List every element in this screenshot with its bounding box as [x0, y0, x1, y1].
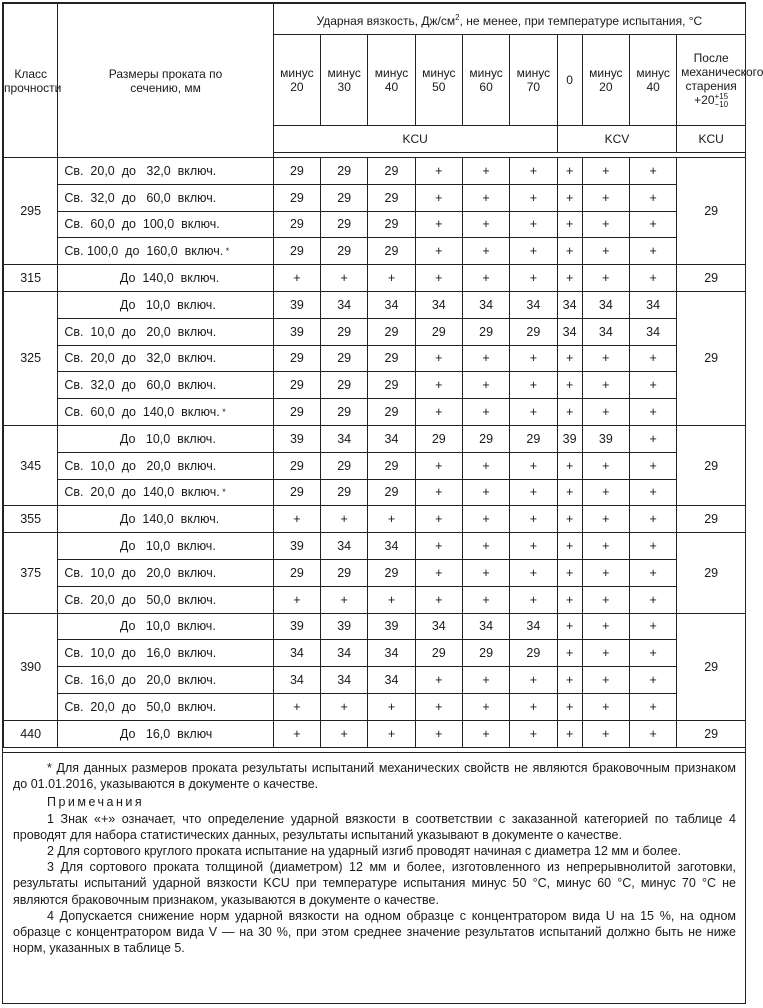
impact-value-cell: 29	[321, 559, 368, 586]
note-1: 1 Знак «+» означает, что определение ударной вязкости в соответствии с заказанной категорией по таблице 4 проводят для набора статистических данных, результаты испытаний указывают в документе о качестве.	[13, 811, 736, 842]
impact-value-cell: +	[510, 211, 557, 238]
temp-kcu-header: минус 40	[368, 35, 415, 126]
impact-value-cell: 29	[368, 372, 415, 399]
impact-value-cell: +	[415, 693, 462, 720]
size-range-cell: До 10,0 включ.	[58, 533, 273, 560]
impact-value-cell: 29	[462, 425, 509, 452]
impact-value-cell: +	[582, 533, 629, 560]
impact-value-cell: +	[462, 452, 509, 479]
impact-value-cell: +	[557, 613, 582, 640]
impact-value-cell: 29	[273, 238, 320, 265]
impact-value-cell: +	[415, 184, 462, 211]
impact-value-cell: 34	[462, 613, 509, 640]
strength-class-cell: 390	[4, 613, 58, 720]
temp-kcu-header: минус 60	[462, 35, 509, 126]
temp-kcv-zero-header: 0	[557, 35, 582, 126]
impact-value-cell: +	[415, 372, 462, 399]
impact-value-cell: +	[510, 479, 557, 506]
table-row	[4, 559, 746, 586]
impact-value-cell: +	[557, 533, 582, 560]
impact-value-cell: +	[510, 693, 557, 720]
impact-value-cell: 39	[273, 291, 320, 318]
temp-kcu-header: минус 20	[273, 35, 320, 126]
impact-value-cell: +	[629, 693, 676, 720]
impact-value-cell: +	[582, 345, 629, 372]
impact-value-cell: +	[273, 265, 320, 292]
impact-value-cell: +	[462, 667, 509, 694]
impact-value-cell: +	[415, 452, 462, 479]
impact-value-cell: +	[582, 613, 629, 640]
impact-value-cell: +	[582, 399, 629, 426]
table-row	[4, 372, 746, 399]
aging-header: После механического старения +20+15 −10	[677, 35, 746, 126]
impact-value-cell: +	[582, 479, 629, 506]
impact-value-cell: +	[557, 506, 582, 533]
impact-value-cell: 29	[321, 158, 368, 185]
impact-value-cell: +	[462, 399, 509, 426]
size-range-cell: До 10,0 включ.	[58, 425, 273, 452]
impact-value-cell: 34	[462, 291, 509, 318]
aged-kcu-cell: 29	[677, 158, 746, 265]
size-range-cell: Св. 60,0 до 100,0 включ.	[58, 211, 273, 238]
impact-value-cell: 39	[273, 533, 320, 560]
impact-value-cell: +	[557, 184, 582, 211]
impact-value-cell: 34	[368, 640, 415, 667]
impact-value-cell: 29	[321, 184, 368, 211]
impact-value-cell: +	[415, 586, 462, 613]
size-range-cell: Св. 20,0 до 50,0 включ.	[58, 693, 273, 720]
size-range-cell: Св. 60,0 до 140,0 включ. *	[58, 399, 273, 426]
impact-value-cell: +	[557, 559, 582, 586]
impact-value-cell: 29	[321, 211, 368, 238]
impact-value-cell: +	[510, 238, 557, 265]
impact-value-cell: 34	[368, 667, 415, 694]
impact-value-cell: +	[368, 586, 415, 613]
impact-value-cell: +	[462, 559, 509, 586]
kcu-aged-header: KCU	[677, 126, 746, 153]
table-row	[4, 184, 746, 211]
note-3: 3 Для сортового проката толщиной (диаметром) 12 мм и более, изготовленного из непрерывнолитой заготовки, результаты испытаний ударной вязкости KCU при температуре испытания минус 50 °С, минус 60 °С, минус 70 °С не являются браковочным признаком, указываются в документе о качестве.	[13, 860, 736, 907]
impact-value-cell: 29	[462, 640, 509, 667]
aged-kcu-cell: 29	[677, 265, 746, 292]
impact-value-cell: +	[273, 693, 320, 720]
impact-value-cell: +	[462, 158, 509, 185]
impact-value-cell: 29	[368, 345, 415, 372]
impact-value-cell: 34	[321, 667, 368, 694]
impact-value-cell: +	[557, 211, 582, 238]
impact-value-cell: 29	[415, 425, 462, 452]
impact-value-cell: +	[462, 345, 509, 372]
table-row	[4, 345, 746, 372]
impact-value-cell: +	[629, 613, 676, 640]
impact-value-cell: 29	[321, 318, 368, 345]
impact-value-cell: +	[582, 693, 629, 720]
table-row	[4, 452, 746, 479]
impact-value-cell: 39	[368, 613, 415, 640]
table-row	[4, 506, 746, 533]
impact-value-cell: 29	[462, 318, 509, 345]
impact-value-cell: +	[510, 586, 557, 613]
impact-value-cell: 34	[415, 613, 462, 640]
impact-value-cell: +	[629, 586, 676, 613]
impact-value-cell: 34	[321, 291, 368, 318]
impact-value-cell: 34	[321, 640, 368, 667]
size-range-cell: Св. 16,0 до 20,0 включ.	[58, 667, 273, 694]
impact-value-cell: +	[557, 667, 582, 694]
impact-value-cell: +	[557, 720, 582, 747]
impact-value-cell: 29	[368, 559, 415, 586]
temp-kcv-header: минус 40	[629, 35, 676, 126]
impact-value-cell: 29	[321, 345, 368, 372]
impact-value-cell: 29	[368, 158, 415, 185]
strength-class-cell: 375	[4, 533, 58, 613]
impact-value-cell: +	[510, 720, 557, 747]
strength-class-cell: 355	[4, 506, 58, 533]
note-2: 2 Для сортового круглого проката испытание на ударный изгиб проводят начиная с диаметра 12 мм и более.	[47, 844, 682, 859]
impact-value-cell: 29	[273, 399, 320, 426]
impact-value-cell: 29	[368, 452, 415, 479]
impact-value-cell: 29	[321, 399, 368, 426]
impact-value-cell: +	[629, 425, 676, 452]
impact-value-cell: 39	[321, 613, 368, 640]
table-row	[4, 399, 746, 426]
impact-value-cell: +	[368, 265, 415, 292]
impact-value-cell: +	[462, 211, 509, 238]
impact-value-cell: +	[273, 586, 320, 613]
standard-table-page	[2, 2, 763, 1004]
table-row	[4, 265, 746, 292]
impact-value-cell: +	[415, 265, 462, 292]
impact-value-cell: +	[629, 184, 676, 211]
impact-value-cell: 34	[273, 667, 320, 694]
impact-value-cell: +	[582, 586, 629, 613]
impact-value-cell: 39	[582, 425, 629, 452]
impact-value-cell: 34	[321, 533, 368, 560]
impact-value-cell: 29	[273, 345, 320, 372]
impact-value-cell: +	[582, 640, 629, 667]
notes-section	[3, 752, 746, 956]
table-row	[4, 720, 746, 747]
table-row	[4, 667, 746, 694]
strength-class-cell: 325	[4, 291, 58, 425]
aged-kcu-cell: 29	[677, 425, 746, 505]
impact-value-cell: +	[629, 265, 676, 292]
impact-value-cell: +	[629, 720, 676, 747]
impact-value-cell: 29	[368, 479, 415, 506]
impact-value-cell: +	[557, 640, 582, 667]
impact-value-cell: +	[557, 345, 582, 372]
table-row	[4, 425, 746, 452]
impact-value-cell: +	[557, 238, 582, 265]
size-range-cell: До 16,0 включ	[58, 720, 273, 747]
impact-value-cell: +	[510, 265, 557, 292]
impact-value-cell: +	[629, 640, 676, 667]
impact-value-cell: +	[415, 211, 462, 238]
size-range-cell: Св. 10,0 до 20,0 включ.	[58, 559, 273, 586]
impact-value-cell: +	[629, 667, 676, 694]
impact-value-cell: 29	[321, 372, 368, 399]
impact-value-cell: +	[629, 452, 676, 479]
impact-value-cell: +	[462, 265, 509, 292]
impact-value-cell: +	[557, 452, 582, 479]
size-range-cell: Св. 10,0 до 20,0 включ.	[58, 318, 273, 345]
impact-value-cell: +	[273, 720, 320, 747]
impact-value-cell: 29	[273, 372, 320, 399]
impact-value-cell: +	[557, 158, 582, 185]
impact-value-cell: 34	[273, 640, 320, 667]
aged-kcu-cell: 29	[677, 613, 746, 720]
impact-value-cell: 39	[273, 425, 320, 452]
impact-value-cell: 34	[629, 291, 676, 318]
impact-value-cell: +	[582, 184, 629, 211]
impact-value-cell: 34	[510, 613, 557, 640]
table-row	[4, 533, 746, 560]
impact-value-cell: 34	[582, 291, 629, 318]
impact-value-cell: +	[462, 586, 509, 613]
impact-value-cell: +	[462, 479, 509, 506]
size-range-cell: До 140,0 включ.	[58, 265, 273, 292]
impact-value-cell: +	[510, 533, 557, 560]
impact-value-cell: 34	[557, 318, 582, 345]
impact-value-cell: +	[582, 667, 629, 694]
impact-strength-table	[3, 3, 763, 748]
impact-value-cell: 34	[510, 291, 557, 318]
impact-value-cell: +	[629, 479, 676, 506]
impact-value-cell: 29	[273, 184, 320, 211]
impact-value-cell: 29	[321, 452, 368, 479]
impact-value-cell: +	[415, 345, 462, 372]
size-range-cell: Св. 100,0 до 160,0 включ. *	[58, 238, 273, 265]
table-row	[4, 640, 746, 667]
footnote-marker: *	[219, 487, 226, 498]
size-header: Размеры проката по сечению, мм	[58, 4, 273, 158]
impact-value-cell: 39	[557, 425, 582, 452]
impact-value-cell: 39	[273, 613, 320, 640]
impact-value-cell: +	[629, 211, 676, 238]
footnote: * Для данных размеров проката результаты испытаний механических свойств не являются браковочным признаком до 01.01.2016, указываются в документе о качестве.	[13, 761, 736, 792]
impact-value-cell: +	[462, 238, 509, 265]
impact-value-cell: 29	[273, 559, 320, 586]
impact-value-cell: +	[415, 667, 462, 694]
impact-value-cell: 29	[321, 479, 368, 506]
impact-value-cell: +	[415, 238, 462, 265]
impact-value-cell: +	[415, 506, 462, 533]
impact-value-cell: 29	[510, 318, 557, 345]
impact-value-cell: +	[582, 238, 629, 265]
impact-value-cell: +	[415, 559, 462, 586]
table-row	[4, 613, 746, 640]
footnote-marker: *	[223, 246, 230, 257]
table-row	[4, 693, 746, 720]
impact-value-cell: +	[629, 158, 676, 185]
kcv-header: KCV	[557, 126, 677, 153]
impact-value-cell: 29	[273, 479, 320, 506]
size-range-cell: Св. 10,0 до 20,0 включ.	[58, 452, 273, 479]
table-row	[4, 158, 746, 185]
table-row	[4, 291, 746, 318]
aged-kcu-cell: 29	[677, 533, 746, 613]
impact-value-cell: 34	[415, 291, 462, 318]
impact-value-cell: 29	[368, 211, 415, 238]
impact-value-cell: 34	[321, 425, 368, 452]
impact-value-cell: +	[462, 533, 509, 560]
strength-class-cell: 315	[4, 265, 58, 292]
impact-value-cell: +	[629, 372, 676, 399]
impact-value-cell: 29	[368, 184, 415, 211]
impact-value-cell: +	[462, 372, 509, 399]
impact-value-cell: +	[321, 720, 368, 747]
impact-value-cell: +	[557, 372, 582, 399]
impact-value-cell: +	[273, 506, 320, 533]
impact-value-cell: +	[582, 452, 629, 479]
impact-value-cell: +	[510, 158, 557, 185]
size-range-cell: Св. 20,0 до 32,0 включ.	[58, 158, 273, 185]
size-range-cell: Св. 20,0 до 140,0 включ. *	[58, 479, 273, 506]
impact-value-cell: +	[462, 506, 509, 533]
strength-class-cell: 345	[4, 425, 58, 505]
impact-value-cell: +	[557, 399, 582, 426]
aged-kcu-cell: 29	[677, 720, 746, 747]
impact-value-cell: 29	[368, 399, 415, 426]
impact-value-cell: +	[582, 211, 629, 238]
aged-kcu-cell: 29	[677, 291, 746, 425]
impact-value-cell: 29	[321, 238, 368, 265]
impact-title-header: Ударная вязкость, $Дж/см^2$, не менее, при температуре испытания, °С	[273, 4, 745, 35]
temp-kcu-header: минус 50	[415, 35, 462, 126]
impact-value-cell: +	[510, 452, 557, 479]
size-range-cell: Св. 20,0 до 32,0 включ.	[58, 345, 273, 372]
impact-value-cell: +	[557, 479, 582, 506]
aged-kcu-cell: 29	[677, 506, 746, 533]
impact-value-cell: 34	[629, 318, 676, 345]
impact-value-cell: +	[557, 265, 582, 292]
size-range-cell: До 140,0 включ.	[58, 506, 273, 533]
impact-value-cell: +	[629, 506, 676, 533]
temp-kcv-header: минус 20	[582, 35, 629, 126]
size-range-cell: Св. 32,0 до 60,0 включ.	[58, 372, 273, 399]
impact-value-cell: +	[368, 693, 415, 720]
notes-title: Примечания	[47, 795, 145, 810]
impact-value-cell: +	[582, 372, 629, 399]
strength-class-cell: 440	[4, 720, 58, 747]
impact-value-cell: +	[629, 238, 676, 265]
table-row	[4, 479, 746, 506]
impact-value-cell: 29	[510, 640, 557, 667]
impact-value-cell: +	[629, 533, 676, 560]
size-range-cell: До 10,0 включ.	[58, 291, 273, 318]
impact-value-cell: +	[582, 506, 629, 533]
impact-value-cell: 29	[368, 238, 415, 265]
impact-value-cell: +	[368, 720, 415, 747]
impact-value-cell: +	[510, 559, 557, 586]
impact-value-cell: +	[415, 533, 462, 560]
impact-value-cell: +	[557, 586, 582, 613]
impact-value-cell: +	[582, 720, 629, 747]
impact-value-cell: +	[629, 345, 676, 372]
impact-value-cell: +	[629, 399, 676, 426]
impact-value-cell: +	[415, 479, 462, 506]
strength-class-cell: 295	[4, 158, 58, 265]
impact-value-cell: +	[557, 693, 582, 720]
table-row	[4, 318, 746, 345]
impact-value-cell: 34	[368, 425, 415, 452]
impact-value-cell: +	[629, 559, 676, 586]
table-row	[4, 238, 746, 265]
impact-value-cell: +	[415, 720, 462, 747]
table-row	[4, 211, 746, 238]
impact-value-cell: +	[415, 158, 462, 185]
impact-value-cell: +	[510, 506, 557, 533]
impact-value-cell: +	[321, 586, 368, 613]
impact-value-cell: +	[462, 693, 509, 720]
impact-value-cell: 29	[273, 452, 320, 479]
impact-value-cell: +	[510, 372, 557, 399]
impact-value-cell: +	[321, 506, 368, 533]
impact-value-cell: +	[368, 506, 415, 533]
impact-value-cell: +	[462, 720, 509, 747]
impact-value-cell: 29	[273, 158, 320, 185]
size-range-cell: Св. 10,0 до 16,0 включ.	[58, 640, 273, 667]
impact-value-cell: 29	[415, 640, 462, 667]
impact-value-cell: +	[321, 693, 368, 720]
impact-value-cell: +	[415, 399, 462, 426]
class-header: Класс прочности	[4, 4, 58, 158]
impact-value-cell: 34	[368, 533, 415, 560]
impact-value-cell: +	[582, 559, 629, 586]
size-range-cell: До 10,0 включ.	[58, 613, 273, 640]
footnote-marker: *	[219, 407, 226, 418]
impact-value-cell: +	[510, 184, 557, 211]
kcu-header: KCU	[273, 126, 557, 153]
temp-kcu-header: минус 30	[321, 35, 368, 126]
impact-value-cell: +	[582, 265, 629, 292]
impact-value-cell: 34	[557, 291, 582, 318]
temp-kcu-header: минус 70	[510, 35, 557, 126]
size-range-cell: Св. 20,0 до 50,0 включ.	[58, 586, 273, 613]
impact-value-cell: 29	[415, 318, 462, 345]
impact-value-cell: 34	[368, 291, 415, 318]
impact-value-cell: +	[510, 667, 557, 694]
impact-value-cell: 39	[273, 318, 320, 345]
impact-value-cell: +	[510, 345, 557, 372]
impact-value-cell: +	[321, 265, 368, 292]
impact-value-cell: +	[582, 158, 629, 185]
impact-value-cell: +	[462, 184, 509, 211]
impact-value-cell: 29	[510, 425, 557, 452]
impact-value-cell: 29	[273, 211, 320, 238]
note-4: 4 Допускается снижение норм ударной вязкости на одном образце с концентратором вида U на 15 %, на одном образце с концентратором вида V — на 30 %, при этом среднее значение результатов испытаний должно быть не ниже норм, указанных в таблице 5.	[13, 908, 736, 956]
impact-value-cell: +	[510, 399, 557, 426]
table-row	[4, 586, 746, 613]
impact-value-cell: 34	[582, 318, 629, 345]
size-range-cell: Св. 32,0 до 60,0 включ.	[58, 184, 273, 211]
impact-value-cell: 29	[368, 318, 415, 345]
